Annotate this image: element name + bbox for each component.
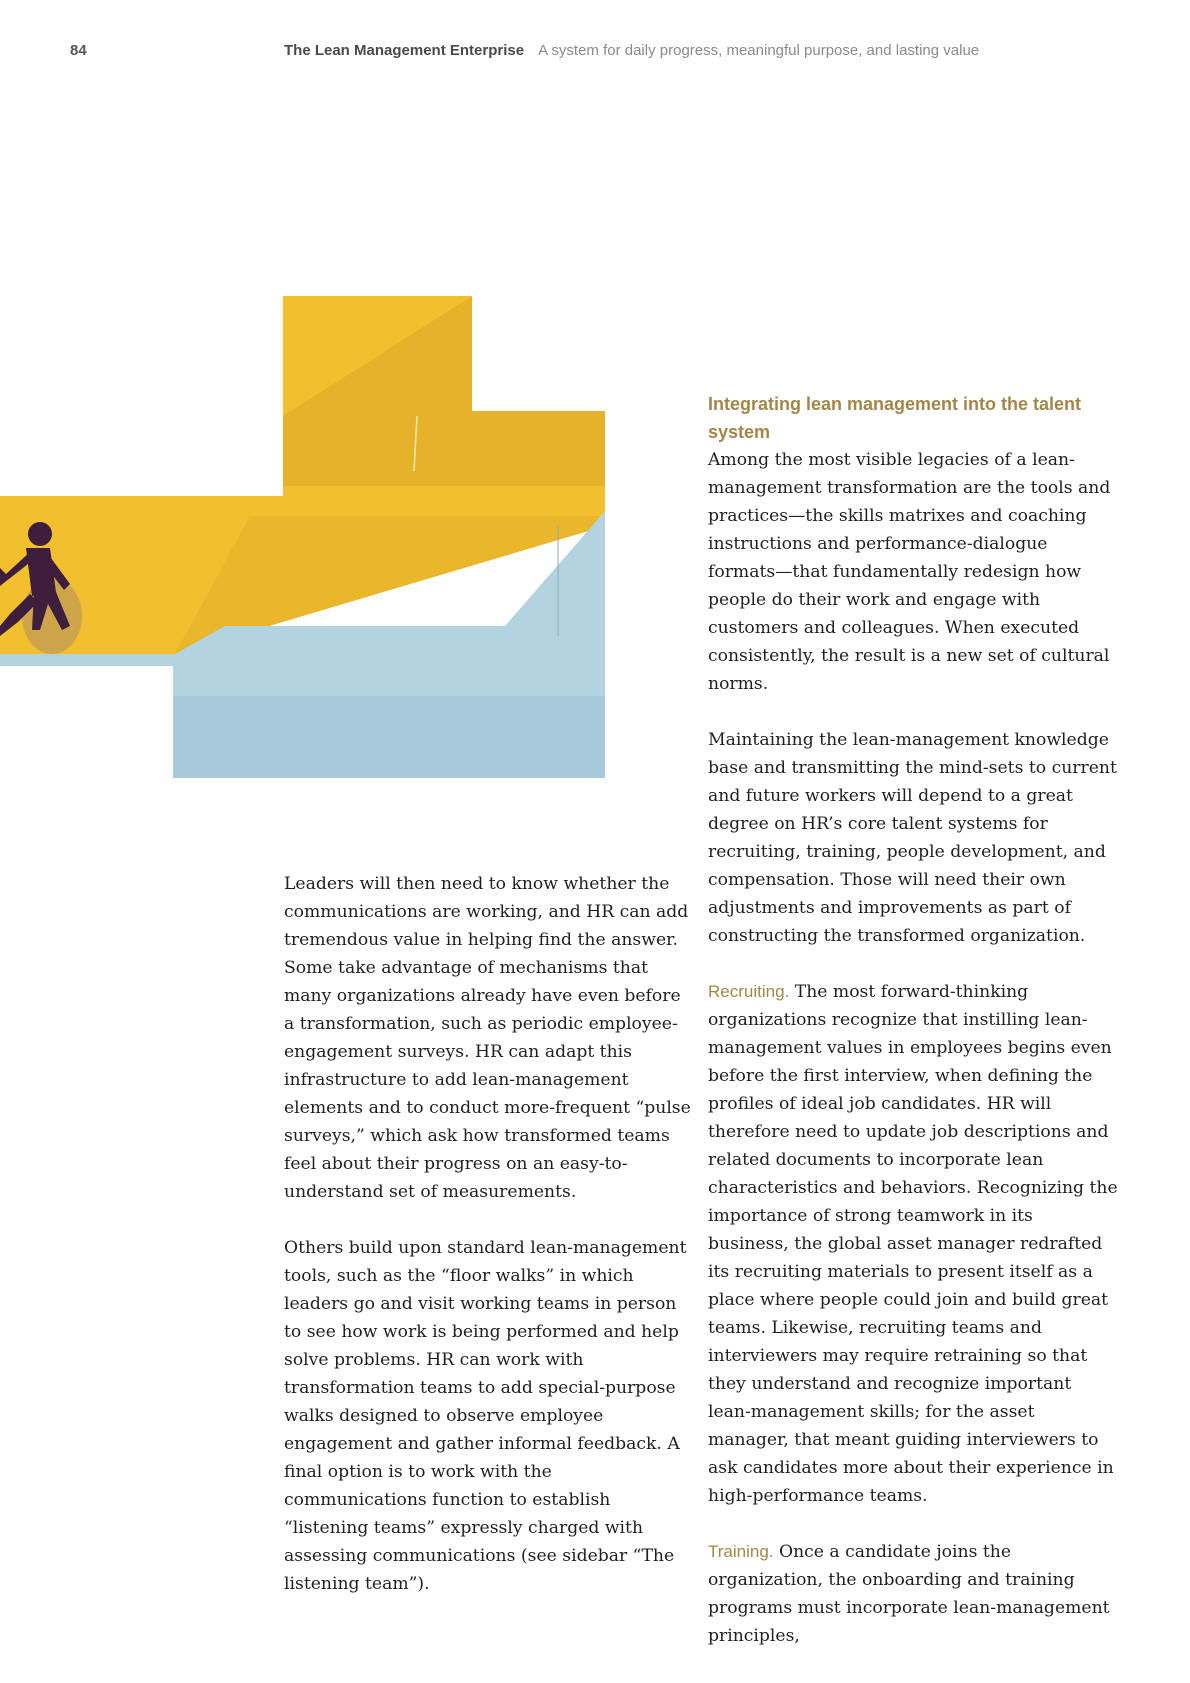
training-paragraph xyxy=(708,1538,1118,1650)
intro-paragraph-2: Maintaining the lean-management knowledge base and transmitting the mind-sets to current and future workers will depend to a great degree on HR’s core talent systems for recruiting, training, people development, and compensation. Those will need their own adjustments and improvements as part of constructing the transformed organization. xyxy=(708,730,1117,946)
running-title xyxy=(284,42,979,59)
running-header xyxy=(0,42,1190,66)
recruiting-paragraph xyxy=(708,978,1118,1510)
page-number: 84 xyxy=(70,42,87,59)
blue-shade xyxy=(173,696,605,778)
left-column xyxy=(284,870,692,1598)
section-heading: Integrating lean management into the talent system xyxy=(708,394,1082,442)
recruiting-text: The most forward-thinking organizations recognize that instilling lean-management values in employees begins even before the first interview, when defining the profiles of ideal job candidates. HR will therefore need to update job descriptions and related documents to incorporate lean characteristics and behaviors. Recognizing the importance of strong teamwork in its business, the global asset manager redrafted its recruiting materials to present itself as a place where people could join and build great teams. Likewise, recruiting teams and interviewers may require retraining so that they understand and recognize important lean-management skills; for the asset manager, that meant guiding interviewers to ask candidates more about their experience in high-performance teams. xyxy=(708,982,1118,1506)
training-label: Training. xyxy=(708,1542,774,1561)
book-title: The Lean Management Enterprise xyxy=(284,42,525,59)
book-subtitle: A system for daily progress, meaningful purpose, and lasting value xyxy=(538,42,980,59)
training-text: Once a candidate joins the organization, the onboarding and training programs must incorporate lean-management principles, xyxy=(708,1542,1110,1646)
left-paragraph-2: Others build upon standard lean-management tools, such as the “floor walks” in which leaders go and visit working teams in person to see how work is being performed and help solve problems. HR can work with transformation teams to add special-purpose walks designed to observe employee engagement and gather informal feedback. A final option is to work with the communications function to establish “listening teams” expressly charged with assessing communications (see sidebar “The listening team”). xyxy=(284,1238,687,1594)
left-paragraph-1: Leaders will then need to know whether the communications are working, and HR can add tremendous value in helping find the answer. Some take advantage of mechanisms that many organizations already have even before a transformation, such as periodic employee-engagement surveys. HR can adapt this infrastructure to add lean-management elements and to conduct more-frequent “pulse surveys,” which ask how transformed teams feel about their progress on an easy-to-understand set of measurements. xyxy=(284,874,691,1202)
recruiting-label: Recruiting. xyxy=(708,982,790,1001)
intro-paragraph-1: Among the most visible legacies of a lean-management transformation are the tools and practices—the skills matrixes and coaching instructions and performance-dialogue formats—that fundamentally redesign how people do their work and engage with customers and colleagues. When executed consistently, the result is a new set of cultural norms. xyxy=(708,450,1111,694)
right-column xyxy=(708,390,1118,1650)
person-climbing-stairs-illustration xyxy=(0,296,605,778)
